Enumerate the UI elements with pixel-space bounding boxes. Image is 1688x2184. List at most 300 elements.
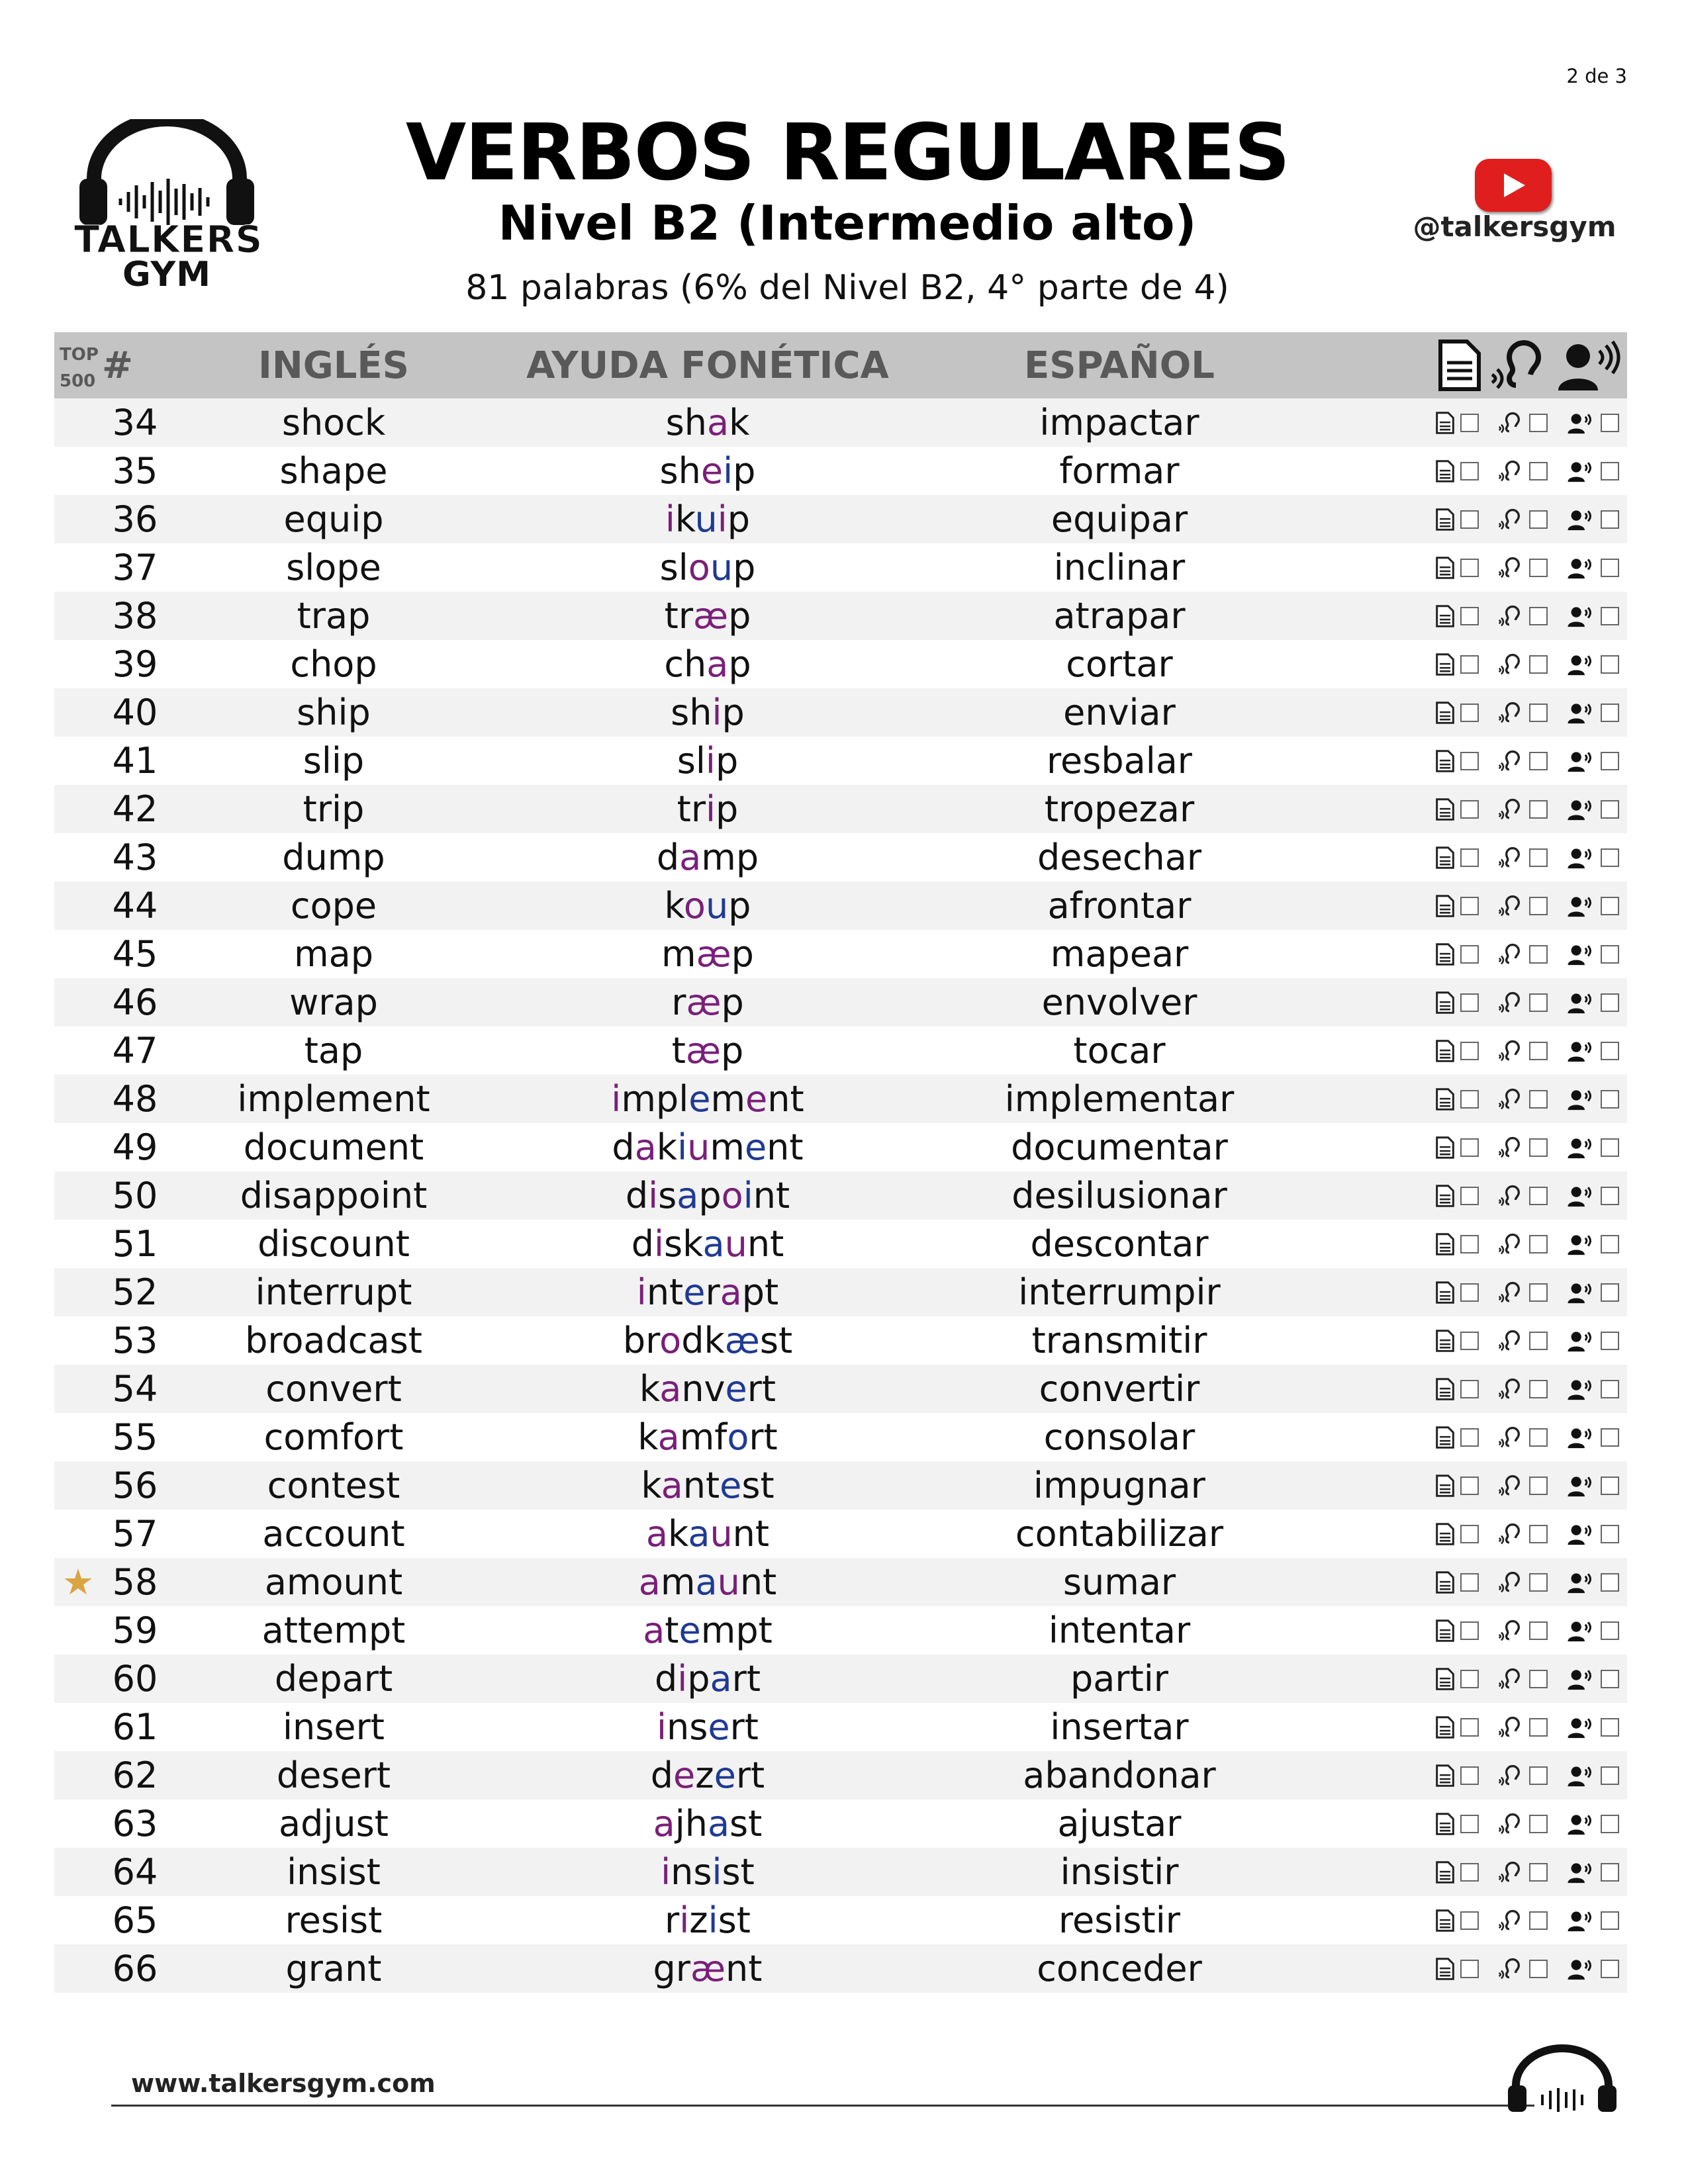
read-checkbox[interactable] [1460,1766,1479,1785]
ear-icon [1497,1475,1524,1497]
table-row [54,640,1627,688]
phonetic-help: kantest [499,1461,916,1510]
speaking-person-icon [1566,1426,1595,1449]
spanish-word: envolver [916,978,1323,1026]
speak-checkbox[interactable] [1601,1042,1619,1060]
speak-checkbox[interactable] [1601,462,1619,480]
favorite-star [54,1075,102,1123]
row-number: 55 [102,1413,168,1461]
document-icon [1435,895,1455,917]
english-word: document [168,1123,499,1171]
read-checkbox[interactable] [1460,1670,1479,1688]
practice-checkboxes [1323,1026,1627,1075]
spanish-word: interrumpir [916,1268,1323,1316]
table-row [54,1171,1627,1220]
listen-checkbox[interactable] [1529,1380,1548,1398]
read-checkbox[interactable] [1460,800,1479,819]
read-checkbox[interactable] [1460,1718,1479,1737]
row-number: 65 [102,1896,168,1944]
row-number: 47 [102,1026,168,1075]
practice-checkboxes [1323,1365,1627,1413]
practice-checkboxes [1323,978,1627,1026]
practice-checkboxes [1323,447,1627,495]
document-icon [1435,1571,1455,1594]
footer-divider [111,2105,1534,2107]
listen-checkbox[interactable] [1529,510,1548,529]
favorite-star [54,785,102,833]
document-icon [1435,1668,1455,1690]
favorite-star [54,1896,102,1944]
listen-checkbox[interactable] [1529,945,1548,964]
phonetic-help: implement [499,1075,916,1123]
speaking-person-icon [1566,895,1595,917]
listen-checkbox[interactable] [1529,1332,1548,1350]
phonetic-help: dakiument [499,1123,916,1171]
practice-checkboxes [1323,495,1627,543]
listen-checkbox[interactable] [1529,559,1548,577]
practice-checkboxes [1323,1075,1627,1123]
row-number: 50 [102,1171,168,1220]
talkersgym-logo [74,119,263,295]
phonetic-help: kamfort [499,1413,916,1461]
speak-checkbox[interactable] [1601,510,1619,529]
listen-checkbox[interactable] [1529,1718,1548,1737]
speak-checkbox[interactable] [1601,993,1619,1012]
ear-icon [1497,1378,1524,1400]
listen-checkbox[interactable] [1529,1477,1548,1495]
youtube-icon[interactable] [1475,159,1552,212]
phonetic-help: rizist [499,1896,916,1944]
read-checkbox[interactable] [1460,1380,1479,1398]
table-row [54,882,1627,930]
listen-checkbox[interactable] [1529,1187,1548,1205]
row-number: 43 [102,833,168,882]
speak-checkbox[interactable] [1601,897,1619,915]
ear-icon [1497,460,1524,482]
table-header-row [54,332,1627,398]
speak-checkbox[interactable] [1601,1332,1619,1350]
spanish-word: inclinar [916,543,1323,592]
english-word: tap [168,1026,499,1075]
phonetic-help: damp [499,833,916,882]
speaking-person-icon [1566,1040,1595,1062]
ear-icon [1497,943,1524,966]
phonetic-help: insert [499,1703,916,1751]
table-row [54,930,1627,978]
phonetic-help: shak [499,398,916,447]
phonetic-help: disapoint [499,1171,916,1220]
read-checkbox[interactable] [1460,1863,1479,1882]
favorite-star [54,1944,102,1993]
speaking-person-icon [1566,1958,1595,1980]
english-word: insert [168,1703,499,1751]
english-word: attempt [168,1606,499,1655]
english-word: depart [168,1655,499,1703]
spanish-word: descontar [916,1220,1323,1268]
speak-checkbox[interactable] [1601,1283,1619,1302]
spanish-word: sumar [916,1558,1323,1606]
ear-icon [1497,1716,1524,1739]
table-row [54,1365,1627,1413]
ear-icon [1497,605,1524,627]
speaking-person-icon [1566,1716,1595,1739]
table-row [54,978,1627,1026]
table-row [54,1655,1627,1703]
listen-checkbox[interactable] [1529,993,1548,1012]
read-checkbox[interactable] [1460,1332,1479,1350]
favorite-star [54,1220,102,1268]
practice-checkboxes [1323,882,1627,930]
document-icon [1435,412,1455,434]
speaking-person-icon [1566,1185,1595,1207]
practice-checkboxes [1323,398,1627,447]
row-number: 38 [102,592,168,640]
document-icon [1435,653,1455,676]
speaking-person-icon [1566,508,1595,531]
practice-checkboxes [1323,1461,1627,1510]
speaking-person-icon [1566,943,1595,966]
speak-checkbox[interactable] [1601,1863,1619,1882]
listen-checkbox[interactable] [1529,655,1548,674]
speaking-person-icon [1566,1088,1595,1111]
english-word: implement [168,1075,499,1123]
speak-checkbox[interactable] [1601,655,1619,674]
speaking-person-icon [1566,1330,1595,1352]
speak-checkbox[interactable] [1601,1380,1619,1398]
read-checkbox[interactable] [1460,1477,1479,1495]
ear-icon [1497,653,1524,676]
speak-checkbox[interactable] [1601,1477,1619,1495]
listen-checkbox[interactable] [1529,607,1548,625]
read-checkbox[interactable] [1460,752,1479,770]
spanish-word: cortar [916,640,1323,688]
read-checkbox[interactable] [1460,1428,1479,1447]
read-checkbox[interactable] [1460,848,1479,867]
spanish-word: intentar [916,1606,1323,1655]
read-checkbox[interactable] [1460,414,1479,432]
document-icon [1435,1040,1455,1062]
document-icon [1435,1233,1455,1255]
document-icon [1435,557,1455,579]
english-word: disappoint [168,1171,499,1220]
document-icon [1435,798,1455,821]
read-checkbox[interactable] [1460,1621,1479,1640]
listen-checkbox[interactable] [1529,1960,1548,1978]
ear-icon [1497,846,1524,869]
table-row [54,1944,1627,1993]
read-checkbox[interactable] [1460,462,1479,480]
speak-checkbox[interactable] [1601,1428,1619,1447]
speak-checkbox[interactable] [1601,1718,1619,1737]
speak-checkbox[interactable] [1601,1573,1619,1592]
spanish-word: desilusionar [916,1171,1323,1220]
table-row [54,1799,1627,1848]
listen-checkbox[interactable] [1529,800,1548,819]
document-icon [1435,846,1455,869]
listen-checkbox[interactable] [1529,848,1548,867]
english-word: comfort [168,1413,499,1461]
ear-icon [1497,1426,1524,1449]
practice-checkboxes [1323,543,1627,592]
listen-checkbox[interactable] [1529,1766,1548,1785]
document-icon [1435,1861,1455,1884]
spanish-word: equipar [916,495,1323,543]
read-checkbox[interactable] [1460,897,1479,915]
english-word: wrap [168,978,499,1026]
favorite-star [54,930,102,978]
header-icons [1323,332,1627,398]
phonetic-help: trip [499,785,916,833]
table-row [54,1316,1627,1365]
practice-checkboxes [1323,1171,1627,1220]
listen-checkbox[interactable] [1529,1670,1548,1688]
phonetic-help: chap [499,640,916,688]
spanish-word: implementar [916,1075,1323,1123]
logo-text-line1: TALKERS [74,218,263,261]
phonetic-help: amaunt [499,1558,916,1606]
speak-checkbox[interactable] [1601,1766,1619,1785]
speak-checkbox[interactable] [1601,1621,1619,1640]
speak-checkbox[interactable] [1601,1911,1619,1930]
document-icon [1435,1185,1455,1207]
headphones-icon [74,119,259,225]
speak-checkbox[interactable] [1601,607,1619,625]
row-number: 64 [102,1848,168,1896]
row-number: 61 [102,1703,168,1751]
read-checkbox[interactable] [1460,1573,1479,1592]
table-row [54,1751,1627,1799]
ear-icon [1497,1523,1524,1545]
read-checkbox[interactable] [1460,510,1479,529]
listen-checkbox[interactable] [1529,1138,1548,1157]
page-number: 2 de 3 [1566,65,1627,87]
favorite-star [54,1848,102,1896]
footer-url[interactable]: www.talkersgym.com [131,2069,436,2098]
practice-checkboxes [1323,1220,1627,1268]
row-number: 49 [102,1123,168,1171]
speak-checkbox[interactable] [1601,1525,1619,1543]
speaking-person-icon [1566,1764,1595,1787]
header-number: # [102,332,168,398]
speak-checkbox[interactable] [1601,800,1619,819]
table-row [54,1510,1627,1558]
read-checkbox[interactable] [1460,1815,1479,1833]
phonetic-help: atempt [499,1606,916,1655]
listen-checkbox[interactable] [1529,1621,1548,1640]
table-row [54,1075,1627,1123]
speaking-person-icon [1566,605,1595,627]
favorite-star [54,833,102,882]
row-number: 44 [102,882,168,930]
row-number: 52 [102,1268,168,1316]
spanish-word: resbalar [916,737,1323,785]
practice-checkboxes [1323,1510,1627,1558]
phonetic-help: insist [499,1848,916,1896]
ear-icon [1497,1619,1524,1642]
practice-checkboxes [1323,592,1627,640]
row-number: 62 [102,1751,168,1799]
favorite-star [54,978,102,1026]
speak-checkbox[interactable] [1601,945,1619,964]
english-word: slip [168,737,499,785]
spanish-word: consolar [916,1413,1323,1461]
social-handle[interactable]: @talkersgym [1413,210,1617,243]
row-number: 34 [102,398,168,447]
speak-checkbox[interactable] [1601,1090,1619,1109]
favorite-star [54,398,102,447]
phonetic-help: ship [499,688,916,737]
ear-icon [1497,991,1524,1014]
ear-icon [1497,1861,1524,1884]
listen-checkbox[interactable] [1529,1815,1548,1833]
logo-text-line2: GYM [122,255,211,295]
listen-checkbox[interactable] [1529,462,1548,480]
ear-icon [1497,1330,1524,1352]
ear-icon [1497,750,1524,772]
english-word: resist [168,1896,499,1944]
title-block [331,109,1364,308]
read-checkbox[interactable] [1460,1090,1479,1109]
listen-checkbox[interactable] [1529,897,1548,915]
read-checkbox[interactable] [1460,945,1479,964]
page-subtitle: Nivel B2 (Intermedio alto) [498,195,1197,251]
spanish-word: tocar [916,1026,1323,1075]
practice-checkboxes [1323,1896,1627,1944]
row-number: 48 [102,1075,168,1123]
row-number: 60 [102,1655,168,1703]
speaking-person-icon [1566,1281,1595,1304]
row-number: 41 [102,737,168,785]
table-row [54,1026,1627,1075]
speak-checkbox[interactable] [1601,848,1619,867]
spanish-word: afrontar [916,882,1323,930]
read-checkbox[interactable] [1460,1525,1479,1543]
speak-checkbox[interactable] [1601,1815,1619,1833]
ear-icon [1497,1958,1524,1980]
speak-checkbox[interactable] [1601,414,1619,432]
speak-checkbox[interactable] [1601,1235,1619,1253]
ear-icon [1497,412,1524,434]
listen-checkbox[interactable] [1529,1911,1548,1930]
english-word: chop [168,640,499,688]
favorite-star [54,640,102,688]
english-word: shape [168,447,499,495]
listen-checkbox[interactable] [1529,1042,1548,1060]
listen-checkbox[interactable] [1529,1235,1548,1253]
table-row [54,833,1627,882]
phonetic-help: tæp [499,1026,916,1075]
speaking-person-icon [1566,1136,1595,1159]
ear-icon [1497,1233,1524,1255]
ear-icon [1497,1909,1524,1932]
document-icon [1435,1764,1455,1787]
read-checkbox[interactable] [1460,1960,1479,1978]
speaking-person-icon [1566,1813,1595,1835]
favorite-star [54,1606,102,1655]
phonetic-help: grænt [499,1944,916,1993]
read-checkbox[interactable] [1460,993,1479,1012]
favorite-star [54,1510,102,1558]
listen-checkbox[interactable] [1529,1525,1548,1543]
phonetic-help: dezert [499,1751,916,1799]
speak-checkbox[interactable] [1601,1138,1619,1157]
document-icon [1436,339,1483,392]
english-word: trap [168,592,499,640]
read-checkbox[interactable] [1460,1187,1479,1205]
speak-checkbox[interactable] [1601,559,1619,577]
header-top-line2: 500 [60,371,96,391]
document-icon [1435,1088,1455,1111]
read-checkbox[interactable] [1460,1283,1479,1302]
table-row [54,1896,1627,1944]
read-checkbox[interactable] [1460,559,1479,577]
row-number: 35 [102,447,168,495]
english-word: contest [168,1461,499,1510]
phonetic-help: ajhast [499,1799,916,1848]
read-checkbox[interactable] [1460,1138,1479,1157]
speak-checkbox[interactable] [1601,1670,1619,1688]
listen-checkbox[interactable] [1529,704,1548,722]
header-top-line1: TOP [60,345,99,365]
listen-checkbox[interactable] [1529,414,1548,432]
read-checkbox[interactable] [1460,1042,1479,1060]
english-word: slope [168,543,499,592]
favorite-star [54,1703,102,1751]
speak-checkbox[interactable] [1601,704,1619,722]
table-row [54,398,1627,447]
speaking-person-icon [1566,1619,1595,1642]
phonetic-help: brodkæst [499,1316,916,1365]
speak-checkbox[interactable] [1601,1960,1619,1978]
table-row [54,1848,1627,1896]
listen-checkbox[interactable] [1529,1090,1548,1109]
read-checkbox[interactable] [1460,607,1479,625]
spanish-word: resistir [916,1896,1323,1944]
ear-icon [1497,1668,1524,1690]
speaking-person-icon [1566,702,1595,724]
ear-icon [1497,1571,1524,1594]
english-word: amount [168,1558,499,1606]
phonetic-help: træp [499,592,916,640]
english-word: insist [168,1848,499,1896]
read-checkbox[interactable] [1460,1911,1479,1930]
listen-checkbox[interactable] [1529,1283,1548,1302]
document-icon [1435,508,1455,531]
read-checkbox[interactable] [1460,1235,1479,1253]
phonetic-help: kanvert [499,1365,916,1413]
english-word: account [168,1510,499,1558]
speaking-person-icon [1566,1523,1595,1545]
listen-checkbox[interactable] [1529,752,1548,770]
read-checkbox[interactable] [1460,704,1479,722]
listen-checkbox[interactable] [1529,1573,1548,1592]
phonetic-help: ikuip [499,495,916,543]
speaking-person-icon [1566,798,1595,821]
ear-icon [1497,1185,1524,1207]
english-word: convert [168,1365,499,1413]
speak-checkbox[interactable] [1601,1187,1619,1205]
listen-checkbox[interactable] [1529,1863,1548,1882]
document-icon [1435,1958,1455,1980]
favorite-star [54,1413,102,1461]
english-word: interrupt [168,1268,499,1316]
speak-checkbox[interactable] [1601,752,1619,770]
listen-checkbox[interactable] [1529,1428,1548,1447]
read-checkbox[interactable] [1460,655,1479,674]
document-icon [1435,1619,1455,1642]
document-icon [1435,1475,1455,1497]
practice-checkboxes [1323,1413,1627,1461]
